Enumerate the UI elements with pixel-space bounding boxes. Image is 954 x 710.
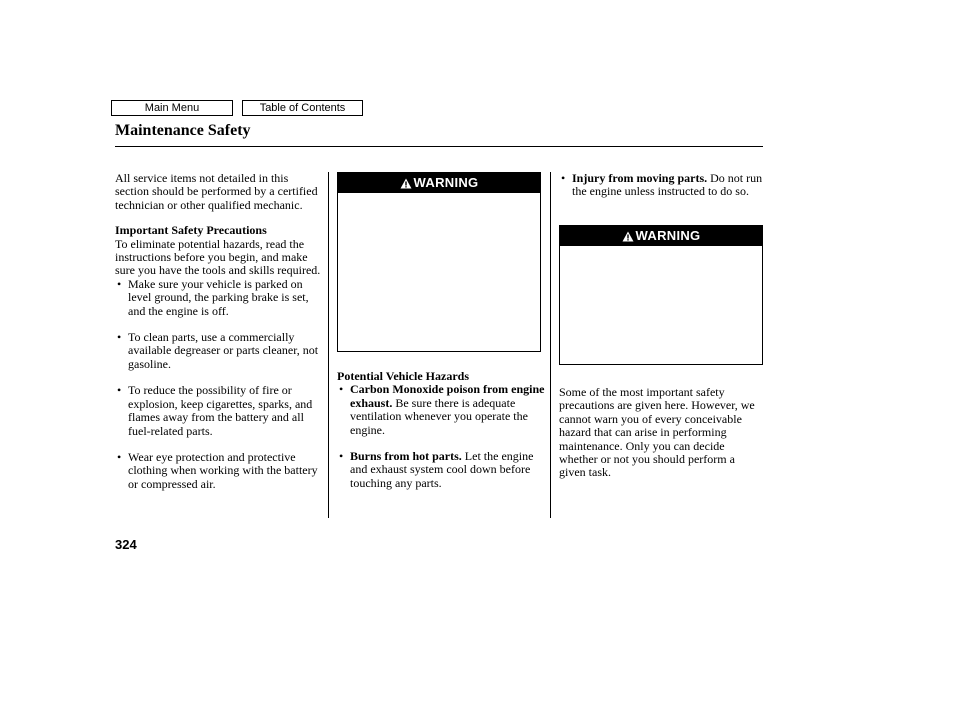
warning-header xyxy=(338,173,540,193)
warning-label: WARNING xyxy=(635,228,701,243)
column-divider-2 xyxy=(550,172,551,518)
list-item: • Make sure your vehicle is parked on level ground, the parking brake is set, and the engine is off. xyxy=(115,278,325,318)
main-menu-button[interactable]: Main Menu xyxy=(111,100,233,116)
warning-header xyxy=(560,226,762,246)
column-left xyxy=(115,172,325,491)
safety-precautions-lead: To eliminate potential hazards, read the instructions before you begin, and make sure you have the tools and skills required. xyxy=(115,236,321,278)
table-of-contents-button[interactable]: Table of Contents xyxy=(242,100,363,116)
intro-paragraph: All service items not detailed in this section should be performed by a certified technician or other qualified mechanic. xyxy=(115,171,318,212)
warning-label: WARNING xyxy=(413,175,479,190)
vehicle-hazards-heading: Potential Vehicle Hazards xyxy=(337,369,469,383)
list-item: • Injury from moving parts. Do not run the engine unless instructed to do so. xyxy=(559,172,764,199)
warning-triangle-icon xyxy=(622,231,634,242)
list-item: • Wear eye protection and protective clothing when working with the battery or compressed air. xyxy=(115,451,325,491)
page-number: 324 xyxy=(115,537,137,552)
warning-box xyxy=(559,225,763,365)
column-divider-1 xyxy=(328,172,329,518)
list-item: • Carbon Monoxide poison from engine exhaust. Be sure there is adequate ventilation whenever you operate the engine. xyxy=(337,383,547,437)
title-divider xyxy=(115,146,763,147)
column-middle xyxy=(337,370,547,490)
list-item: • Burns from hot parts. Let the engine and exhaust system cool down before touching any parts. xyxy=(337,450,547,490)
safety-precautions-heading: Important Safety Precautions xyxy=(115,223,267,238)
warning-triangle-icon xyxy=(400,178,412,189)
closing-paragraph: Some of the most important safety precautions are given here. However, we cannot warn you of every conceivable hazard that can arise in performing maintenance. Only you can decide whether or not you should perform a given task. xyxy=(559,385,755,480)
list-item: • To clean parts, use a commercially available degreaser or parts cleaner, not gasoline. xyxy=(115,331,325,371)
page-title: Maintenance Safety xyxy=(115,122,251,139)
warning-box xyxy=(337,172,541,352)
list-item: • To reduce the possibility of fire or explosion, keep cigarettes, sparks, and flames away from the battery and all fuel-related parts. xyxy=(115,384,325,438)
